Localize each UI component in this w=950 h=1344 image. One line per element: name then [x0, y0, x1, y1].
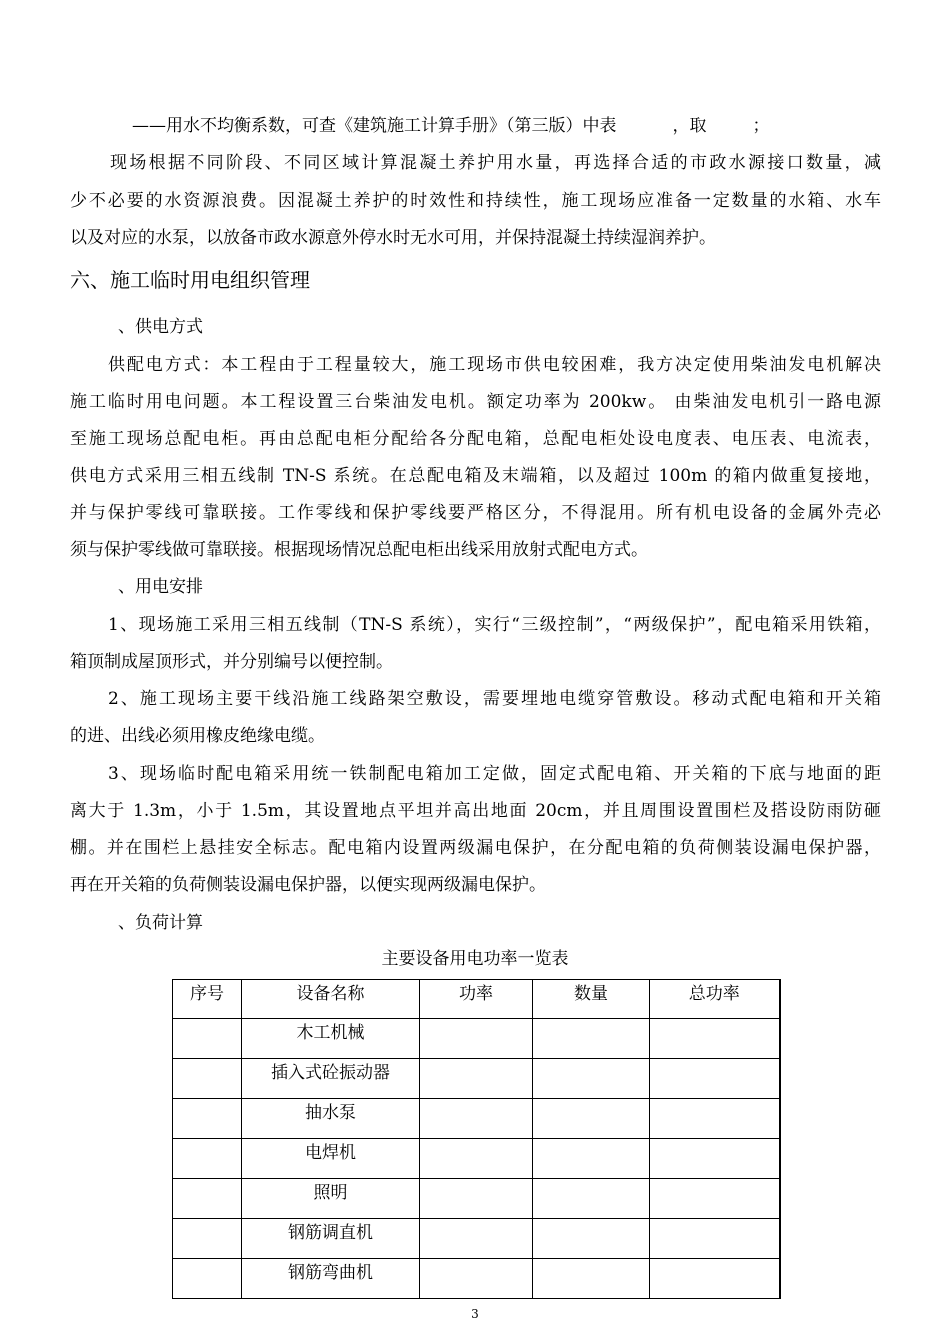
- arrangement-heading: 、用电安排: [118, 577, 203, 597]
- supply-line-2: 施工临时用电问题。本工程设置三台柴油发电机。额定功率为 200kw。 由柴油发电机引一路电源: [70, 392, 881, 412]
- supply-heading: 、供电方式: [118, 317, 203, 337]
- cell-qty: [533, 1019, 650, 1059]
- cell-power: [420, 1059, 533, 1099]
- section-title: 六、施工临时用电组织管理: [70, 268, 310, 292]
- cell-name: 电焊机: [242, 1139, 420, 1179]
- cell-no: [173, 1019, 242, 1059]
- cell-power: [420, 1099, 533, 1139]
- cell-no: [173, 1259, 242, 1299]
- cell-total: [650, 1099, 780, 1139]
- cell-qty: [533, 1219, 650, 1259]
- cell-power: [420, 1259, 533, 1299]
- cell-total: [650, 1139, 780, 1179]
- supply-line-3: 至施工现场总配电柜。再由总配电柜分配给各分配电箱，总配电柜处设电度表、电压表、电流表，: [70, 429, 881, 449]
- cell-power: [420, 1019, 533, 1059]
- cell-qty: [533, 1139, 650, 1179]
- cell-no: [173, 1139, 242, 1179]
- table-title: 主要设备用电功率一览表: [381, 949, 569, 969]
- col-header-total: 总功率: [650, 980, 780, 1019]
- table-row: [173, 1059, 780, 1099]
- table-row: [173, 1139, 780, 1179]
- cell-name: 钢筋弯曲机: [242, 1259, 420, 1299]
- water-para-line-2: 少不必要的水资源浪费。因混凝土养护的时效性和持续性，施工现场应准备一定数量的水箱、水车: [70, 191, 881, 211]
- table-row: [173, 1219, 780, 1259]
- col-header-no: 序号: [173, 980, 242, 1019]
- cell-total: [650, 1179, 780, 1219]
- cell-name: 照明: [242, 1179, 420, 1219]
- formula-note-text: ——用水不均衡系数，可查《建筑施工计算手册》（第三版）中表: [132, 116, 617, 136]
- cell-power: [420, 1179, 533, 1219]
- cell-no: [173, 1059, 242, 1099]
- cell-no: [173, 1099, 242, 1139]
- cell-name: 插入式砼振动器: [242, 1059, 420, 1099]
- cell-name: 木工机械: [242, 1019, 420, 1059]
- col-header-name: 设备名称: [242, 980, 420, 1019]
- table-row: [173, 1259, 780, 1299]
- supply-line-4: 供电方式采用三相五线制 TN-S 系统。在总配电箱及末端箱，以及超过 100m 的箱内做重复接地，: [70, 466, 881, 486]
- table-row: [173, 1099, 780, 1139]
- arrangement-item1-line-1: 1、现场施工采用三相五线制（TN-S 系统），实行“三级控制”，“两级保护”，配电箱采用铁箱，: [108, 615, 881, 635]
- page-number: 3: [471, 1307, 479, 1321]
- cell-total: [650, 1219, 780, 1259]
- col-header-qty: 数量: [533, 980, 650, 1019]
- cell-qty: [533, 1179, 650, 1219]
- table-row: [173, 1179, 780, 1219]
- cell-total: [650, 1019, 780, 1059]
- arrangement-item2-line-2: 的进、出线必须用橡皮绝缘电缆。: [70, 726, 325, 746]
- arrangement-item3-line-2: 离大于 1.3m，小于 1.5m，其设置地点平坦并高出地面 20cm，并且周围设置围栏及搭设防雨防砸: [70, 801, 881, 821]
- arrangement-item3-line-3: 棚。并在围栏上悬挂安全标志。配电箱内设置两级漏电保护，在分配电箱的负荷侧装设漏电保护器，: [70, 838, 881, 858]
- equipment-power-table: [172, 979, 781, 1299]
- supply-line-6: 须与保护零线做可靠联接。根据现场情况总配电柜出线采用放射式配电方式。: [70, 540, 648, 560]
- arrangement-item1-line-2: 箱顶制成屋顶形式，并分别编号以便控制。: [70, 652, 393, 672]
- cell-power: [420, 1219, 533, 1259]
- arrangement-item3-line-4: 再在开关箱的负荷侧装设漏电保护器，以便实现两级漏电保护。: [70, 875, 546, 895]
- water-para-line-3: 以及对应的水泵，以放备市政水源意外停水时无水可用，并保持混凝土持续湿润养护。: [70, 228, 716, 248]
- cell-total: [650, 1259, 780, 1299]
- formula-note-line: [132, 114, 770, 138]
- cell-name: 钢筋调直机: [242, 1219, 420, 1259]
- cell-name: 抽水泵: [242, 1099, 420, 1139]
- cell-no: [173, 1179, 242, 1219]
- cell-total: [650, 1059, 780, 1099]
- formula-take-text: ，取: [672, 116, 707, 136]
- supply-line-5: 并与保护零线可靠联接。工作零线和保护零线要严格区分，不得混用。所有机电设备的金属外壳必: [70, 503, 881, 523]
- load-heading: 、负荷计算: [118, 913, 203, 933]
- supply-line-1: 供配电方式：本工程由于工程量较大，施工现场市供电较困难，我方决定使用柴油发电机解决: [108, 355, 881, 375]
- table-header-row: [173, 980, 780, 1019]
- col-header-power: 功率: [420, 980, 533, 1019]
- cell-qty: [533, 1099, 650, 1139]
- cell-qty: [533, 1059, 650, 1099]
- water-para-line-1: 现场根据不同阶段、不同区域计算混凝土养护用水量，再选择合适的市政水源接口数量，减: [110, 153, 881, 173]
- cell-no: [173, 1219, 242, 1259]
- arrangement-item3-line-1: 3、现场临时配电箱采用统一铁制配电箱加工定做，固定式配电箱、开关箱的下底与地面的距: [108, 764, 881, 784]
- cell-qty: [533, 1259, 650, 1299]
- formula-end-text: ；: [752, 116, 770, 136]
- cell-power: [420, 1139, 533, 1179]
- table-row: [173, 1019, 780, 1059]
- arrangement-item2-line-1: 2、施工现场主要干线沿施工线路架空敷设，需要埋地电缆穿管敷设。移动式配电箱和开关箱: [108, 689, 881, 709]
